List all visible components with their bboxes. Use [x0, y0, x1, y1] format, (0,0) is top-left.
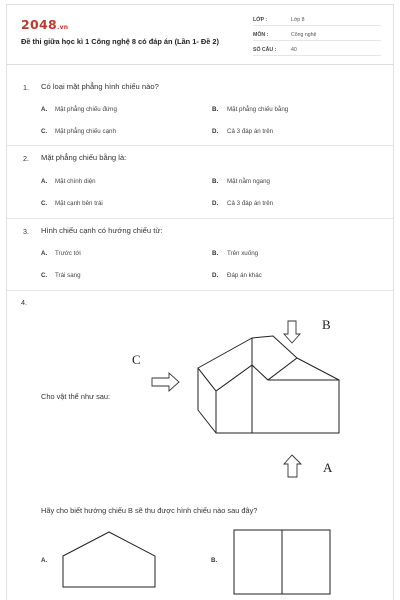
label-direction-a: A	[323, 460, 333, 475]
question-text: Có loại mặt phẳng hình chiếu nào?	[41, 82, 159, 91]
question-text: Mặt phẳng chiếu bằng là:	[41, 153, 127, 162]
option-key: A.	[41, 106, 48, 113]
question-number: 1.	[23, 83, 29, 92]
question-number: 4.	[21, 298, 27, 307]
option-text: Mặt cạnh bên trái	[55, 200, 103, 207]
arrow-b-icon	[284, 321, 300, 343]
exam-title: Đề thi giữa học kì 1 Công nghệ 8 có đáp án (Lần 1- Đề 2)	[21, 37, 219, 46]
arrow-c-icon	[152, 373, 179, 391]
label-direction-b: B	[322, 317, 331, 332]
question-number: 2.	[23, 154, 29, 163]
option-text: Mặt chính diện	[55, 178, 96, 185]
meta-value-subject: Công nghệ	[291, 32, 317, 38]
label-direction-c: C	[132, 352, 141, 367]
object-caption: Cho vật thể như sau:	[41, 392, 111, 401]
option-text: Trên xuống	[227, 250, 259, 257]
logo-suffix: .vn	[57, 24, 69, 31]
option-key: A.	[41, 557, 48, 564]
meta-key-class: LỚP :	[253, 17, 268, 23]
option-text: Cả 3 đáp án trên	[227, 200, 274, 207]
option-text: Mặt nằm ngang	[227, 178, 270, 185]
option-key: D.	[212, 200, 219, 207]
option-key: B.	[212, 250, 219, 257]
option-key: C.	[41, 272, 48, 279]
option-key: B.	[212, 178, 219, 185]
projection-prompt: Hãy cho biết hướng chiếu B sẽ thu được hình chiếu nào sau đây?	[41, 506, 258, 515]
option-text: Đáp án khác	[227, 272, 262, 279]
option-key: C.	[41, 200, 48, 207]
option-text: Mặt phẳng chiếu cạnh	[55, 128, 116, 135]
option-key: B.	[212, 106, 219, 113]
option-key: D.	[212, 128, 219, 135]
option-text: Cả 3 đáp án trên	[227, 128, 274, 135]
option-key: C.	[41, 128, 48, 135]
option-text: Trái sang	[55, 272, 81, 279]
meta-value-class: Lớp 8	[291, 17, 305, 23]
exam-page	[6, 4, 394, 600]
option-key: A.	[41, 250, 48, 257]
arrow-a-icon	[284, 455, 301, 477]
option-text: Mặt phẳng chiếu đứng	[55, 106, 117, 113]
house-object	[198, 336, 339, 433]
option-key: D.	[212, 272, 219, 279]
option-text: Mặt phẳng chiếu bằng	[227, 106, 289, 113]
option-key: A.	[41, 178, 48, 185]
logo-brand: 2048	[21, 17, 57, 32]
option-key: B.	[211, 557, 218, 564]
question-number: 3.	[23, 227, 29, 236]
meta-key-count: SỐ CÂU :	[253, 47, 277, 53]
meta-key-subject: MÔN :	[253, 32, 269, 38]
question-text: Hình chiếu cạnh có hướng chiếu từ:	[41, 226, 163, 235]
meta-value-count: 40	[291, 47, 297, 53]
option-text: Trước tới	[55, 250, 81, 257]
